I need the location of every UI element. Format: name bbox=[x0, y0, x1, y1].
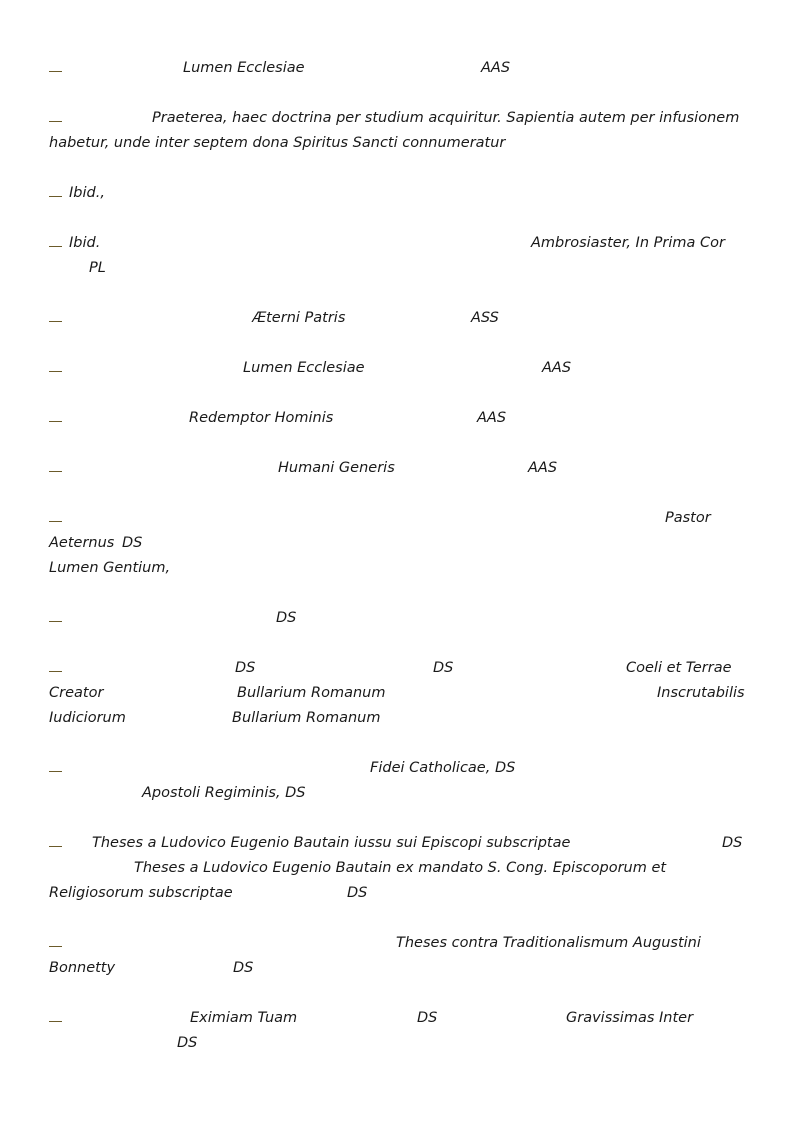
footnote-marker bbox=[49, 420, 62, 422]
citation-text: Lumen Ecclesiae bbox=[243, 360, 365, 376]
citation-source: Bullarium Romanum bbox=[232, 710, 381, 726]
footnote-marker bbox=[49, 945, 62, 947]
citation-text: Lumen Gentium, bbox=[49, 560, 171, 576]
citation-source: Bullarium Romanum bbox=[237, 685, 386, 701]
citation-text: Apostoli Regiminis, DS bbox=[142, 785, 306, 801]
citation-source: DS bbox=[417, 1010, 438, 1026]
citation-text: Fidei Catholicae, DS bbox=[370, 760, 516, 776]
citation-text: habetur, unde inter septem dona Spiritus Sancti connumeratur bbox=[49, 135, 506, 151]
citation-source: DS bbox=[347, 885, 368, 901]
citation-source: DS bbox=[276, 610, 297, 626]
citation-source: AAS bbox=[481, 60, 511, 76]
citation-source: PL bbox=[89, 260, 106, 276]
citation-text: Humani Generis bbox=[278, 460, 395, 476]
citation-text: Iudiciorum bbox=[49, 710, 126, 726]
citation-source: DS bbox=[433, 660, 454, 676]
citation-text: Theses contra Traditionalismum Augustini bbox=[396, 935, 701, 951]
citation-text: Æterni Patris bbox=[252, 310, 346, 326]
citation-text: Ibid., bbox=[69, 185, 105, 201]
citation-text: Coeli et Terrae bbox=[626, 660, 732, 676]
citation-text: Redemptor Hominis bbox=[189, 410, 334, 426]
footnote-marker bbox=[49, 195, 62, 197]
footnote-marker bbox=[49, 370, 62, 372]
footnote-marker bbox=[49, 520, 62, 522]
citation-text: Theses a Ludovico Eugenio Bautain iussu sui Episcopi subscriptae bbox=[92, 835, 571, 851]
citation-text: Praeterea, haec doctrina per studium acquiritur. Sapientia autem per infusionem bbox=[152, 110, 740, 126]
footnote-marker bbox=[49, 1020, 62, 1022]
footnote-marker bbox=[49, 120, 62, 122]
footnote-marker bbox=[49, 845, 62, 847]
citation-text: Eximiam Tuam bbox=[190, 1010, 298, 1026]
footnote-marker bbox=[49, 245, 62, 247]
citation-text: Theses a Ludovico Eugenio Bautain ex mandato S. Cong. Episcoporum et bbox=[134, 860, 667, 876]
citation-text: Ambrosiaster, In Prima Cor bbox=[531, 235, 725, 251]
citation-source: ASS bbox=[471, 310, 499, 326]
footnote-marker bbox=[49, 70, 62, 72]
citation-source: DS bbox=[177, 1035, 198, 1051]
citation-text: Lumen Ecclesiae bbox=[183, 60, 305, 76]
citation-text: Ibid. bbox=[69, 235, 101, 251]
footnote-marker bbox=[49, 620, 62, 622]
citation-text: Inscrutabilis bbox=[657, 685, 745, 701]
citation-source: AAS bbox=[477, 410, 507, 426]
citation-source: AAS bbox=[542, 360, 572, 376]
citation-source: DS bbox=[122, 535, 143, 551]
citation-text: Pastor bbox=[665, 510, 711, 526]
citation-text: Religiosorum subscriptae bbox=[49, 885, 233, 901]
footnote-marker bbox=[49, 770, 62, 772]
citation-text: Creator bbox=[49, 685, 104, 701]
footnote-marker bbox=[49, 470, 62, 472]
citation-text: Aeternus bbox=[49, 535, 115, 551]
citation-source: AAS bbox=[528, 460, 558, 476]
citation-source: DS bbox=[233, 960, 254, 976]
citation-text: Gravissimas Inter bbox=[566, 1010, 694, 1026]
citation-text: Bonnetty bbox=[49, 960, 116, 976]
citation-source: DS bbox=[235, 660, 256, 676]
footnote-marker bbox=[49, 670, 62, 672]
citation-source: DS bbox=[722, 835, 743, 851]
footnote-marker bbox=[49, 320, 62, 322]
